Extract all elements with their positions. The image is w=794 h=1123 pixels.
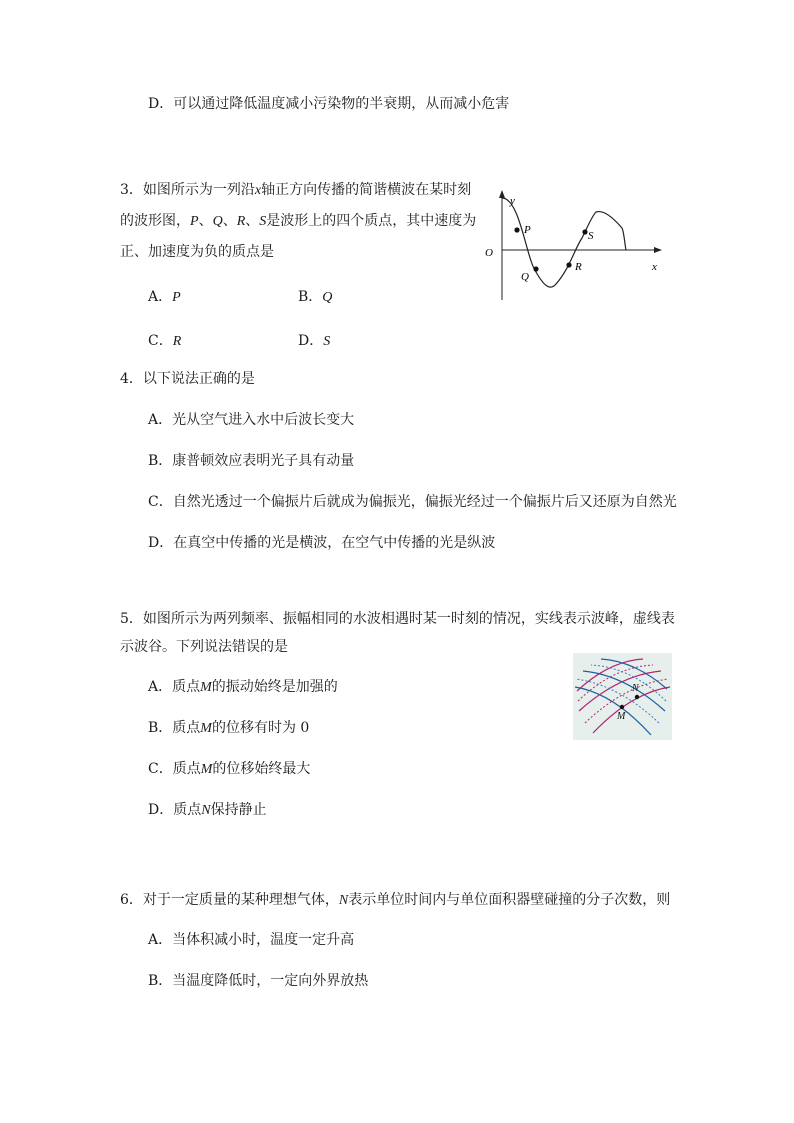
q3-stem-line1 xyxy=(120,180,471,201)
q5-interference-figure xyxy=(573,653,672,740)
q4-option-d: D．在真空中传播的光是横波，在空气中传播的光是纵波 xyxy=(148,535,496,551)
option-text: B．质点 xyxy=(148,720,201,736)
q6-stem-text: 6．对于一定质量的某种理想气体， xyxy=(120,892,339,908)
q4-option-b: B．康普顿效应表明光子具有动量 xyxy=(148,453,355,469)
q6-stem xyxy=(120,890,670,911)
y-axis-label: y xyxy=(510,195,515,207)
q3-wave-figure xyxy=(480,188,670,303)
q6-var-n: N xyxy=(338,893,349,908)
q3-option-b xyxy=(298,287,332,308)
option-text: 的位移有时为 0 xyxy=(211,720,310,736)
point-r xyxy=(566,262,571,267)
option-text: C．质点 xyxy=(148,761,201,777)
option-text: D．质点 xyxy=(148,802,202,818)
q3-stem-text: 轴正方向传播的简谐横波在某时刻 xyxy=(261,182,472,198)
point-r-label: R xyxy=(575,261,582,273)
option-var: M xyxy=(200,721,212,736)
x-axis-arrow-icon xyxy=(654,247,662,253)
q5-option-c xyxy=(148,759,310,780)
option-text: A．质点 xyxy=(148,679,201,695)
option-prefix: C． xyxy=(148,333,173,349)
option-var: Q xyxy=(322,290,333,305)
option-prefix: D． xyxy=(298,333,324,349)
option-text: 的位移始终最大 xyxy=(212,761,311,777)
q5-option-b xyxy=(148,718,309,739)
q4-option-c: C．自然光透过一个偏振片后就成为偏振光，偏振光经过一个偏振片后又还原为自然光 xyxy=(148,494,677,510)
q6-option-b: B．当温度降低时，一定向外界放热 xyxy=(148,973,369,989)
q3-stem-line3: 正、加速度为负的质点是 xyxy=(120,244,274,260)
option-text: 保持静止 xyxy=(210,802,267,818)
q3-option-a xyxy=(148,287,181,308)
option-var: S xyxy=(323,334,331,349)
q5-stem-line1: 5．如图所示为两列频率、振幅相同的水波相遇时某一时刻的情况，实线表示波峰，虚线表 xyxy=(120,611,675,627)
q2-option-d: D．可以通过降低温度减小污染物的半衰期，从而减小危害 xyxy=(148,96,510,112)
q3-option-c xyxy=(148,331,181,352)
q3-var-p: P xyxy=(190,214,199,229)
option-text: 的振动始终是加强的 xyxy=(211,679,338,695)
point-p-label: P xyxy=(524,224,531,236)
q4-stem: 4．以下说法正确的是 xyxy=(120,371,255,387)
y-axis-arrow-icon xyxy=(499,190,505,198)
option-prefix: B． xyxy=(298,289,323,305)
q3-stem-text: 3．如图所示为一列沿 xyxy=(120,182,255,198)
q3-separator: 、 xyxy=(198,213,213,229)
x-axis-label: x xyxy=(652,261,657,273)
q6-stem-text: 表示单位时间内与单位面积器壁碰撞的分子次数，则 xyxy=(348,892,671,908)
point-m xyxy=(620,705,624,709)
point-q-label: Q xyxy=(521,271,529,283)
q4-option-a: A．光从空气进入水中后波长变大 xyxy=(148,412,355,428)
q3-stem-line2 xyxy=(120,211,476,232)
q3-var-r: R xyxy=(236,214,246,229)
point-n xyxy=(635,695,639,699)
option-var: R xyxy=(172,334,182,349)
q3-var-q: Q xyxy=(212,214,223,229)
point-s xyxy=(582,229,587,234)
origin-label: O xyxy=(485,247,493,259)
q3-stem-text: 是波形上的四个质点，其中速度为 xyxy=(266,213,477,229)
q3-var-s: S xyxy=(259,214,267,229)
option-var: M xyxy=(200,762,213,777)
q3-option-d xyxy=(298,331,330,352)
q3-stem-text: 的波形图， xyxy=(120,213,190,229)
q5-option-a xyxy=(148,677,338,698)
q3-var-x: x xyxy=(254,183,262,198)
point-q xyxy=(533,266,538,271)
q6-option-a: A．当体积减小时，温度一定升高 xyxy=(148,932,355,948)
option-var: M xyxy=(200,680,212,695)
point-s-label: S xyxy=(588,230,594,242)
point-m-label: M xyxy=(617,711,626,722)
point-p xyxy=(514,227,519,232)
q3-separator: 、 xyxy=(245,213,260,229)
option-var: P xyxy=(172,290,181,305)
figure-background xyxy=(573,653,672,740)
q3-separator: 、 xyxy=(222,213,237,229)
option-var: N xyxy=(201,803,211,818)
point-n-label: N xyxy=(632,683,639,694)
q5-option-d xyxy=(148,800,267,821)
option-prefix: A． xyxy=(148,289,173,305)
q5-stem-line2: 示波谷。下列说法错误的是 xyxy=(120,639,288,655)
